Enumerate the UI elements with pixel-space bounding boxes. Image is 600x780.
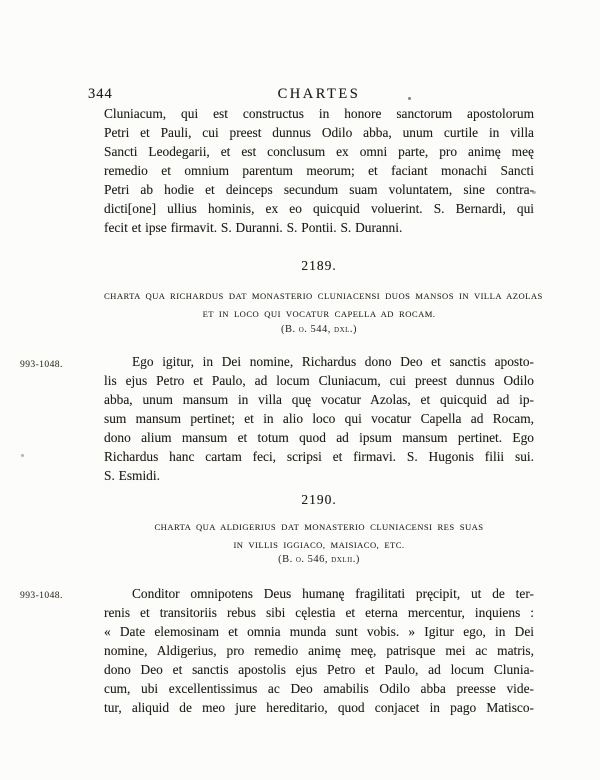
page-number: 344 bbox=[88, 86, 113, 102]
charter-title-2189 bbox=[104, 288, 543, 323]
text-line: dono Deo et sanctis apostolis ejus Petro et Paulo, ad locum Clunia- bbox=[104, 662, 534, 677]
text-line: tur, aliquid de meo jure hereditario, quod conjacet in pago Matisco- bbox=[104, 700, 534, 715]
text-line: Petri et Pauli, cui preest dunnus Odilo abba, unum curtile in villa bbox=[104, 125, 534, 140]
charter-continuation-paragraph bbox=[104, 104, 534, 237]
text-line: Conditor omnipotens Deus humanę fragilitati pręcipit, ut de ter- bbox=[132, 586, 534, 601]
text-line: « Date elemosinam et omnia munda sunt vobis. » Igitur ego, in Dei bbox=[104, 624, 534, 639]
charter-title-line: IN VILLIS IGGIACO, MAISIACO, ETC. bbox=[233, 539, 405, 550]
text-line: sum mansum pertinet; et in alio loco qui vocatur Capella ad Rocam, bbox=[104, 411, 534, 426]
ink-speck bbox=[408, 97, 411, 100]
charter-source-2190: (B. o. 546, dxlii.) bbox=[278, 554, 360, 565]
text-line: lis ejus Petro et Paulo, ad locum Cluniacum, cui preest dunnus Odilo bbox=[104, 373, 534, 388]
charter-title-2190 bbox=[104, 519, 534, 554]
text-line: Sancti Leodegarii, et est conclusum ex omni parte, pro animę meę bbox=[104, 144, 534, 159]
text-line: Ego igitur, in Dei nomine, Richardus dono Deo et sanctis aposto- bbox=[132, 354, 534, 369]
text-line: nomine, Aldigerius, pro remedio animę meę, patrisque mei ac matris, bbox=[104, 643, 534, 658]
ink-speck bbox=[532, 191, 536, 194]
text-line: Cluniacum, qui est constructus in honore sanctorum apostolorum bbox=[104, 106, 534, 121]
charter-title-line: ET IN LOCO QUI VOCATUR CAPELLA AD ROCAM. bbox=[202, 308, 436, 319]
text-line: abba, unum mansum in villa quę vocatur Azolas, et quicquid ad ip- bbox=[104, 392, 534, 407]
charter-number-2190: 2190. bbox=[301, 492, 337, 507]
text-line: S. Esmidi. bbox=[104, 468, 160, 483]
text-line: remedio et omnium parentum meorum; et faciant monachi Sancti bbox=[104, 163, 534, 178]
text-line: dono alium mansum et totum quod ad ipsum mansum pertinet. Ego bbox=[104, 430, 534, 445]
charter-title-line: CHARTA QUA RICHARDUS DAT MONASTERIO CLUNIACENSI DUOS MANSOS IN VILLA AZOLAS bbox=[104, 291, 543, 301]
text-line: Richardus hanc cartam feci, scripsi et firmavi. S. Hugonis filii sui. bbox=[104, 449, 534, 464]
text-line: fecit et ipse firmavit. S. Duranni. S. Pontii. S. Duranni. bbox=[104, 220, 403, 235]
ink-speck bbox=[21, 454, 24, 457]
charter-title-line: CHARTA QUA ALDIGERIUS DAT MONASTERIO CLUNIACENSI RES SUAS bbox=[154, 522, 484, 532]
charter-text-2190 bbox=[104, 584, 534, 717]
charter-text-2189 bbox=[104, 352, 534, 485]
charter-source-2189: (B. o. 544, dxl.) bbox=[280, 324, 358, 335]
running-title: CHARTES bbox=[277, 86, 361, 102]
margin-date-note: 993-1048. bbox=[20, 590, 63, 601]
margin-date-note: 993-1048. bbox=[20, 359, 63, 370]
charter-number-2189: 2189. bbox=[301, 258, 337, 273]
text-line: Petri ab hodie et deinceps secundum suam voluntatem, sine contra- bbox=[104, 182, 534, 197]
text-line: dicti[one] ullius hominis, ex eo quicquid voluerint. S. Bernardi, qui bbox=[104, 201, 534, 216]
text-line: renis et transitoriis rebus sibi cęlestia et eterna mercentur, inquiens : bbox=[104, 605, 534, 620]
text-line: cum, ubi excellentissimus ac Deo amabilis Odilo abba preesse vide- bbox=[104, 681, 534, 696]
